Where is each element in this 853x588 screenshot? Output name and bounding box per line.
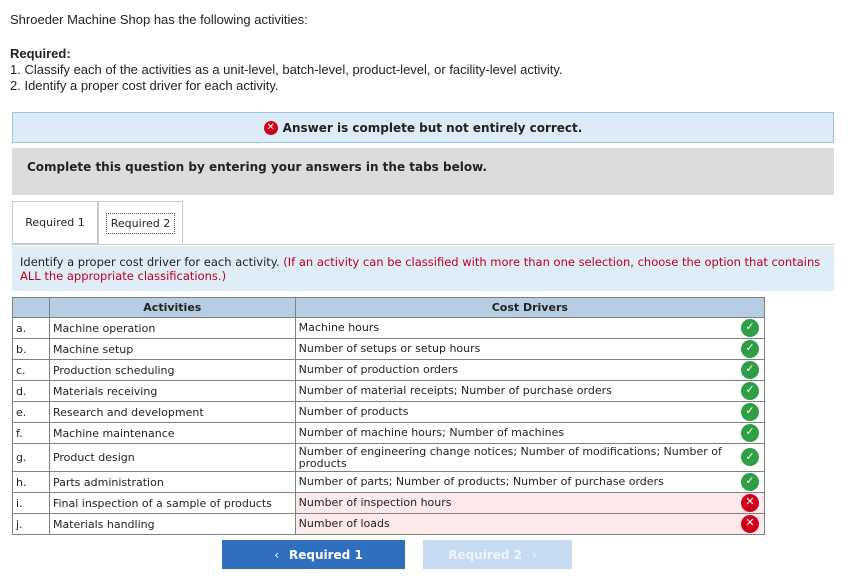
x-icon: ✕ [264,121,278,135]
chevron-left-icon: ‹ [274,547,279,562]
cost-driver-cell[interactable]: Number of products [295,402,764,423]
cost-driver-cell[interactable]: Number of production orders [295,360,764,381]
instruction-main: Identify a proper cost driver for each activity. [20,255,280,269]
intro-text: Shroeder Machine Shop has the following activities: [10,12,308,27]
required-item-1: 1. Classify each of the activities as a unit-level, batch-level, product-level, or facility-level activity. [10,62,563,77]
required-item-2: 2. Identify a proper cost driver for each activity. [10,78,279,93]
chevron-right-icon: › [532,547,537,562]
complete-question-box [12,148,834,195]
row-letter: a. [13,318,50,339]
next-required-2-button[interactable] [423,540,572,569]
tab-required-2[interactable] [98,201,183,244]
cost-driver-cell[interactable]: Number of loads [295,514,764,535]
header-letter [13,298,50,318]
cost-driver-cell[interactable]: Machine hours [295,318,764,339]
complete-question-text: Complete this question by entering your answers in the tabs below. [27,160,487,174]
answer-status-text: Answer is complete but not entirely correct. [282,120,583,135]
tab-divider [12,244,834,245]
instruction-note: (If an activity can be classified with more than one selection, choose the option that contains ALL the appropriate classifications.) [20,255,821,283]
table-row [13,360,765,381]
activity-cell: Production scheduling [49,360,295,381]
cost-driver-table [12,297,765,535]
row-letter: b. [13,339,50,360]
cost-driver-cell[interactable]: Number of inspection hours [295,493,764,514]
check-icon: ✓ [741,473,759,491]
row-letter: d. [13,381,50,402]
required-heading: Required: [10,46,71,61]
activity-cell: Research and development [49,402,295,423]
table-row [13,339,765,360]
row-letter: e. [13,402,50,423]
row-letter: j. [13,514,50,535]
tab-required-2-label: Required 2 [106,213,175,234]
table-row [13,423,765,444]
table-row [13,381,765,402]
required-list [10,62,563,94]
activity-cell: Final inspection of a sample of products [49,493,295,514]
x-icon: ✕ [741,494,759,512]
check-icon: ✓ [741,382,759,400]
instruction-box [12,246,834,291]
cost-driver-cell[interactable]: Number of setups or setup hours [295,339,764,360]
table-row [13,472,765,493]
row-letter: g. [13,444,50,472]
row-letter: f. [13,423,50,444]
cost-driver-cell[interactable]: Number of machine hours; Number of machines [295,423,764,444]
table-header-row [13,298,765,318]
tab-required-1[interactable]: Required 1 [12,201,98,244]
check-icon: ✓ [741,424,759,442]
table-row [13,493,765,514]
prev-button-label: Required 1 [289,547,363,562]
table-row [13,402,765,423]
cost-driver-cell[interactable]: Number of engineering change notices; Number of modifications; Number of products [295,444,764,472]
next-button-label: Required 2 [448,547,522,562]
table-row [13,514,765,535]
activity-cell: Machine maintenance [49,423,295,444]
prev-required-1-button[interactable] [222,540,405,569]
table-row [13,444,765,472]
activity-cell: Materials handling [49,514,295,535]
answer-status-banner [12,112,834,143]
activity-cell: Machine setup [49,339,295,360]
activity-cell: Materials receiving [49,381,295,402]
activity-cell: Machine operation [49,318,295,339]
check-icon: ✓ [741,403,759,421]
row-letter: i. [13,493,50,514]
activity-cell: Parts administration [49,472,295,493]
header-cost-drivers: Cost Drivers [295,298,764,318]
activity-cell: Product design [49,444,295,472]
check-icon: ✓ [741,448,759,466]
cost-driver-cell[interactable]: Number of parts; Number of products; Number of purchase orders [295,472,764,493]
row-letter: c. [13,360,50,381]
row-letter: h. [13,472,50,493]
x-icon: ✕ [741,515,759,533]
check-icon: ✓ [741,340,759,358]
header-activities: Activities [49,298,295,318]
check-icon: ✓ [741,319,759,337]
check-icon: ✓ [741,361,759,379]
table-row [13,318,765,339]
cost-driver-cell[interactable]: Number of material receipts; Number of purchase orders [295,381,764,402]
